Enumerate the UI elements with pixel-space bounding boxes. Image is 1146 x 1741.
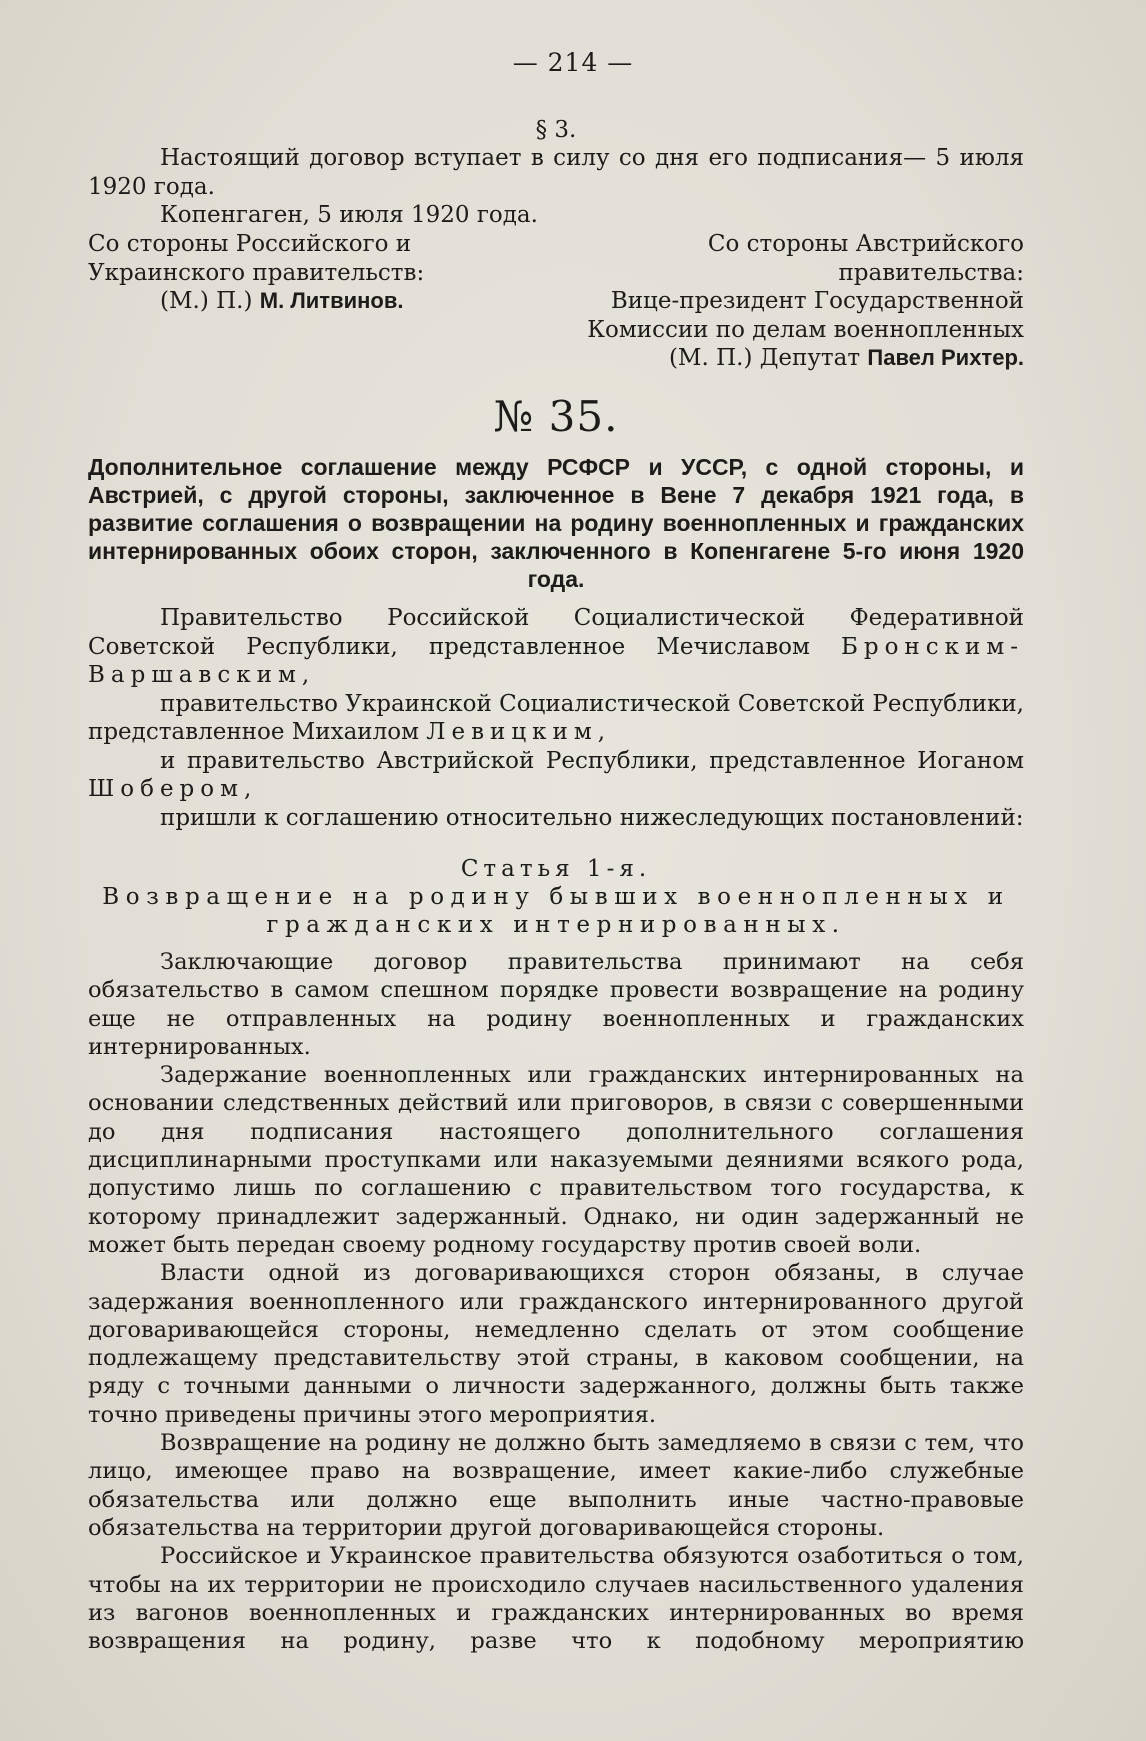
document-number-block — [88, 392, 1024, 442]
preamble — [88, 604, 1024, 832]
page-number: — 214 — — [512, 48, 634, 77]
article-1-paragraph: Заключающие договор правительства принимают на себя обязательство в самом спешном порядке провести возвращение на родину еще не отправленных на родину военнопленных и гражданских интернированных. — [88, 949, 1024, 1060]
place-date: Копенгаген, 5 июля 1920 года. — [160, 202, 538, 228]
signature-right-line3: Вице-президент Государственной — [610, 288, 1024, 314]
preamble-3-name: Шобером — [88, 776, 245, 802]
left-seal: (М.) П.) — [160, 288, 253, 314]
article-1-paragraph: Российское и Украинское правительства обязуются озаботиться о том, чтобы на их территории не происходило случаев насильственного удаления из вагонов военнопленных и гражданских интернированных во время возвращения на родину, разве что к подобному мероприятию — [88, 1543, 1024, 1655]
signature-right-line1: Со стороны Австрийского — [707, 231, 1024, 257]
preamble-3-text: и правительство Австрийской Республики, представленное Иоганом — [160, 747, 1024, 774]
preamble-paragraph-1 — [88, 604, 1024, 690]
signature-block — [88, 230, 1024, 373]
article-1-paragraph: Задержание военнопленных или гражданских интернированных на основании следственных действий или приговоров, в связи с совершенными до дня подписания настоящего дополнительного соглашения дисциплинарными проступками или наказуемыми деяниями всякого рода, допустимо лишь по соглашению с правительством того государства, к которому принадлежит задержанный. Однако, ни один задержанный не может быть передан своему родному государству против своей воли. — [88, 1062, 1024, 1258]
document-title: Дополнительное соглашение между РСФСР и УССР, с одной стороны, и Австрией, с другой стороны, заключенное в Вене 7 декабря 1921 года, в развитие соглашения о возвращении на родину военнопленных и гражданских интернированных обоих сторон, заключенного в Копенгагене 5-го июня 1920 года. — [88, 454, 1024, 592]
preamble-1-name: Бронским-Варшавским — [88, 633, 1024, 688]
article-1-subtitle-line1: Возвращение на родину бывших военнопленных и — [102, 884, 1010, 910]
signature-right-line4: Комиссии по делам военнопленных — [587, 316, 1024, 343]
left-signatory-name: М. Литвинов. — [259, 288, 404, 313]
right-seal: (М. П.) Депутат — [668, 345, 861, 371]
preamble-paragraph-4: пришли к соглашению относительно нижеследующих постановлений: — [160, 804, 1024, 831]
preamble-2-text: правительство Украинской Социалистической Советской Республики, представленное Михаилом — [88, 690, 1024, 745]
signature-left-seal-line — [88, 287, 554, 316]
section-mark: § 3. — [535, 117, 577, 143]
article-1-paragraph: Возвращение на родину не должно быть замедляемо в связи с тем, что лицо, имеющее право на возвращение, имеет какие-либо служебные обязательства или должно еще выполнить иные частно-правовые обязательства на территории другой договаривающейся стороны. — [88, 1430, 1024, 1541]
signature-right-line2: правительства: — [838, 259, 1024, 286]
signature-left-line2: Украинского правительств: — [88, 259, 425, 286]
preamble-1-end: , — [301, 662, 310, 688]
signature-left-line1: Со стороны Российского и — [88, 231, 412, 257]
preamble-paragraph-2 — [88, 690, 1024, 747]
section-3-text: Настоящий договор вступает в силу со дня его подписания— 5 июля 1920 года. — [88, 145, 1024, 200]
article-1 — [88, 855, 1024, 1655]
document-title-block — [88, 453, 1024, 593]
right-signatory-name: Павел Рихтер. — [867, 345, 1024, 370]
signature-right-seal-line — [524, 344, 1024, 373]
preamble-paragraph-3 — [88, 747, 1024, 804]
preamble-3-end: , — [244, 776, 252, 802]
article-1-paragraph: Власти одной из договаривающихся сторон обязаны, в случае задержания военнопленного или гражданского интернированного другой договаривающейся стороны, немедленно сделать от этом сообщение подлежащему представительству этой страны, в каковом сообщении, на ряду с точными данными о личности задержанного, должны быть также точно приведены причины этого мероприятия. — [88, 1260, 1024, 1428]
document-number: № 35. — [493, 392, 619, 441]
preamble-2-name: Левицким — [426, 719, 598, 745]
preamble-2-end: , — [597, 719, 606, 745]
article-1-heading: Статья 1-я. — [460, 856, 652, 882]
section-3 — [88, 116, 1024, 230]
article-1-subtitle-line2: гражданских интернированных. — [266, 912, 846, 938]
preamble-1-text: Правительство Российской Социалистической Федеративной Советской Республики, представленное Мечиславом — [88, 605, 1024, 660]
